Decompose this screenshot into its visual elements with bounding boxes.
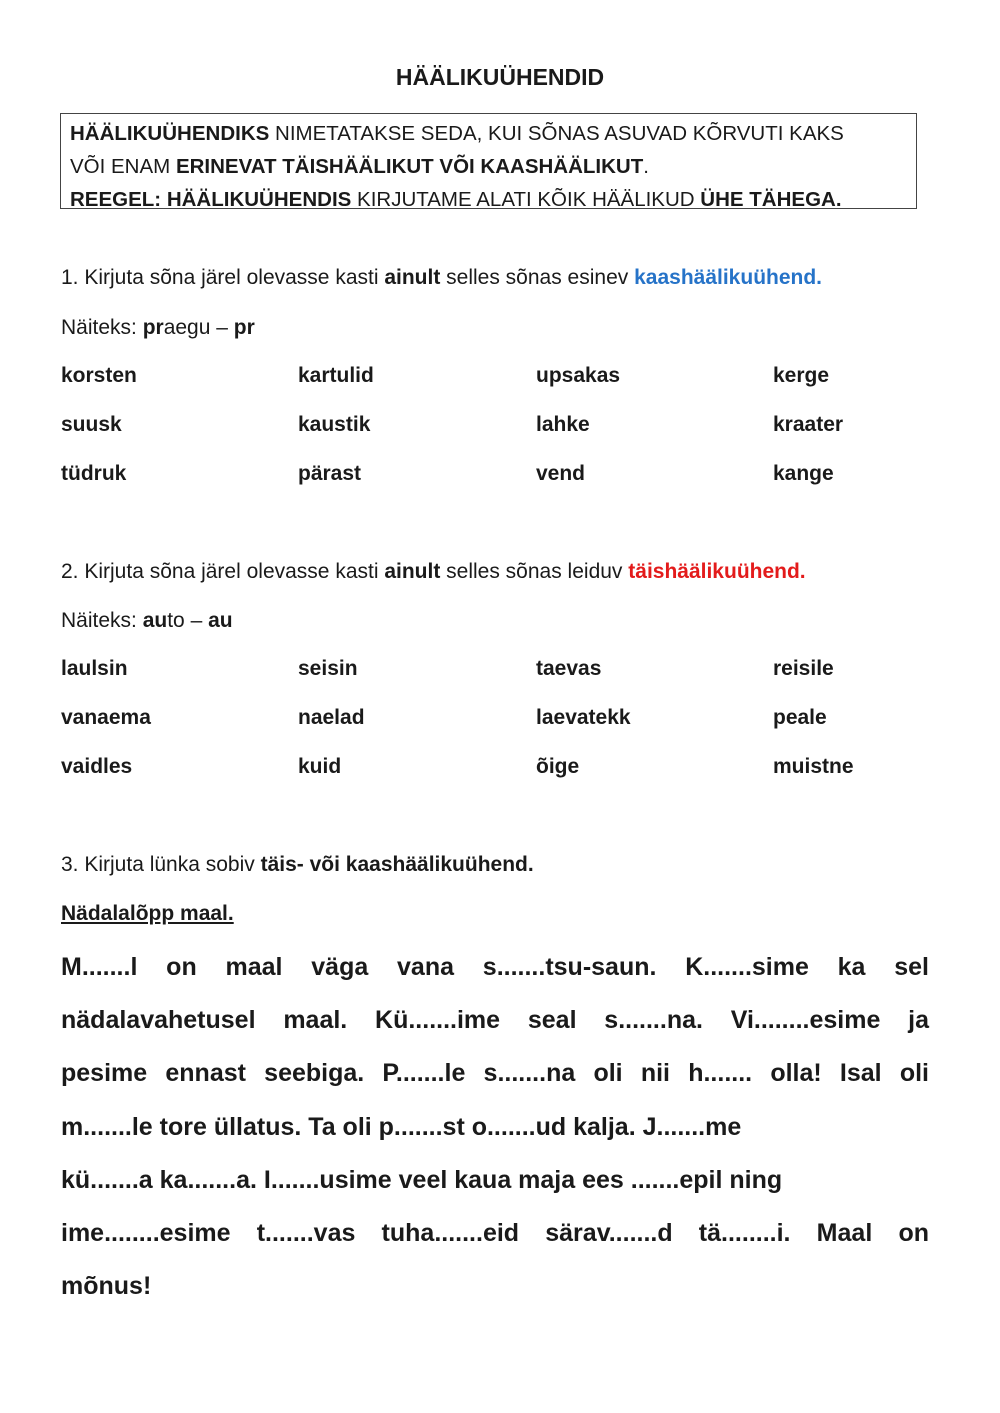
- task2-word: vaidles: [61, 755, 133, 778]
- task1-word: kraater: [773, 413, 844, 436]
- task1-instruction: 1. Kirjuta sõna järel olevasse kasti ainult selles sõnas esinev kaashäälikuühend.: [61, 266, 823, 289]
- task1-word: suusk: [61, 413, 122, 436]
- story-line: nädalavahetusel maal. Kü.......ime seal s.......na. Vi........esime ja: [61, 1006, 929, 1035]
- story-line: kü.......a ka.......a. I.......usime veel kaua maja ees .......epil ning: [61, 1165, 783, 1194]
- task1-word: pärast: [298, 462, 362, 485]
- task2-word: õige: [536, 755, 580, 778]
- task2-word: peale: [773, 706, 827, 729]
- task2-example: Näiteks: auto – au: [61, 609, 233, 632]
- task2-word: laulsin: [61, 657, 128, 680]
- task1-word: kange: [773, 462, 834, 485]
- task2-instruction: 2. Kirjuta sõna järel olevasse kasti ainult selles sõnas leiduv täishäälikuühend.: [61, 560, 806, 583]
- task1-example: Näiteks: praegu – pr: [61, 316, 255, 339]
- task1-word: kaustik: [298, 413, 371, 436]
- fill-in-story: [61, 941, 929, 1313]
- story-line: m.......le tore üllatus. Ta oli p.......st o.......ud kalja. J.......me: [61, 1112, 742, 1141]
- task2-word: naelad: [298, 706, 365, 729]
- task2-word: reisile: [773, 657, 834, 680]
- task1-word: vend: [536, 462, 586, 485]
- task2-word: seisin: [298, 657, 358, 680]
- task1-word: kartulid: [298, 364, 374, 387]
- definition-box: [60, 113, 917, 209]
- task1-word: korsten: [61, 364, 137, 387]
- task1-word: kerge: [773, 364, 830, 387]
- task2-word: laevatekk: [536, 706, 631, 729]
- page-title: HÄÄLIKUÜHENDID: [395, 64, 605, 90]
- story-line: mõnus!: [61, 1272, 152, 1301]
- task2-word: kuid: [298, 755, 342, 778]
- task3-instruction: 3. Kirjuta lünka sobiv täis- või kaashäälikuühend.: [61, 853, 534, 876]
- task2-word: vanaema: [61, 706, 151, 729]
- rule-line: REEGEL: HÄÄLIKUÜHENDIS KIRJUTAME ALATI KÕIK HÄÄLIKUD ÜHE TÄHEGA.: [70, 188, 842, 211]
- definition-line-2: VÕI ENAM ERINEVAT TÄISHÄÄLIKUT VÕI KAASHÄÄLIKUT.: [70, 155, 649, 178]
- task1-word: lahke: [536, 413, 590, 436]
- story-line: ime........esime t.......vas tuha.......eid särav.......d tä........i. Maal on: [61, 1218, 929, 1247]
- story-line: M.......l on maal väga vana s.......tsu-saun. K.......sime ka sel: [61, 953, 929, 981]
- task2-word: taevas: [536, 657, 602, 680]
- story-line: pesime ennast seebiga. P.......le s.......na oli nii h....... olla! Isal oli: [61, 1059, 929, 1088]
- story-title: Nädalalõpp maal.: [61, 902, 234, 925]
- task1-word: tüdruk: [61, 462, 127, 485]
- definition-line-1: HÄÄLIKUÜHENDIKS NIMETATAKSE SEDA, KUI SÕNAS ASUVAD KÕRVUTI KAKS: [70, 122, 844, 145]
- task1-word: upsakas: [536, 364, 621, 387]
- task2-word: muistne: [773, 755, 854, 778]
